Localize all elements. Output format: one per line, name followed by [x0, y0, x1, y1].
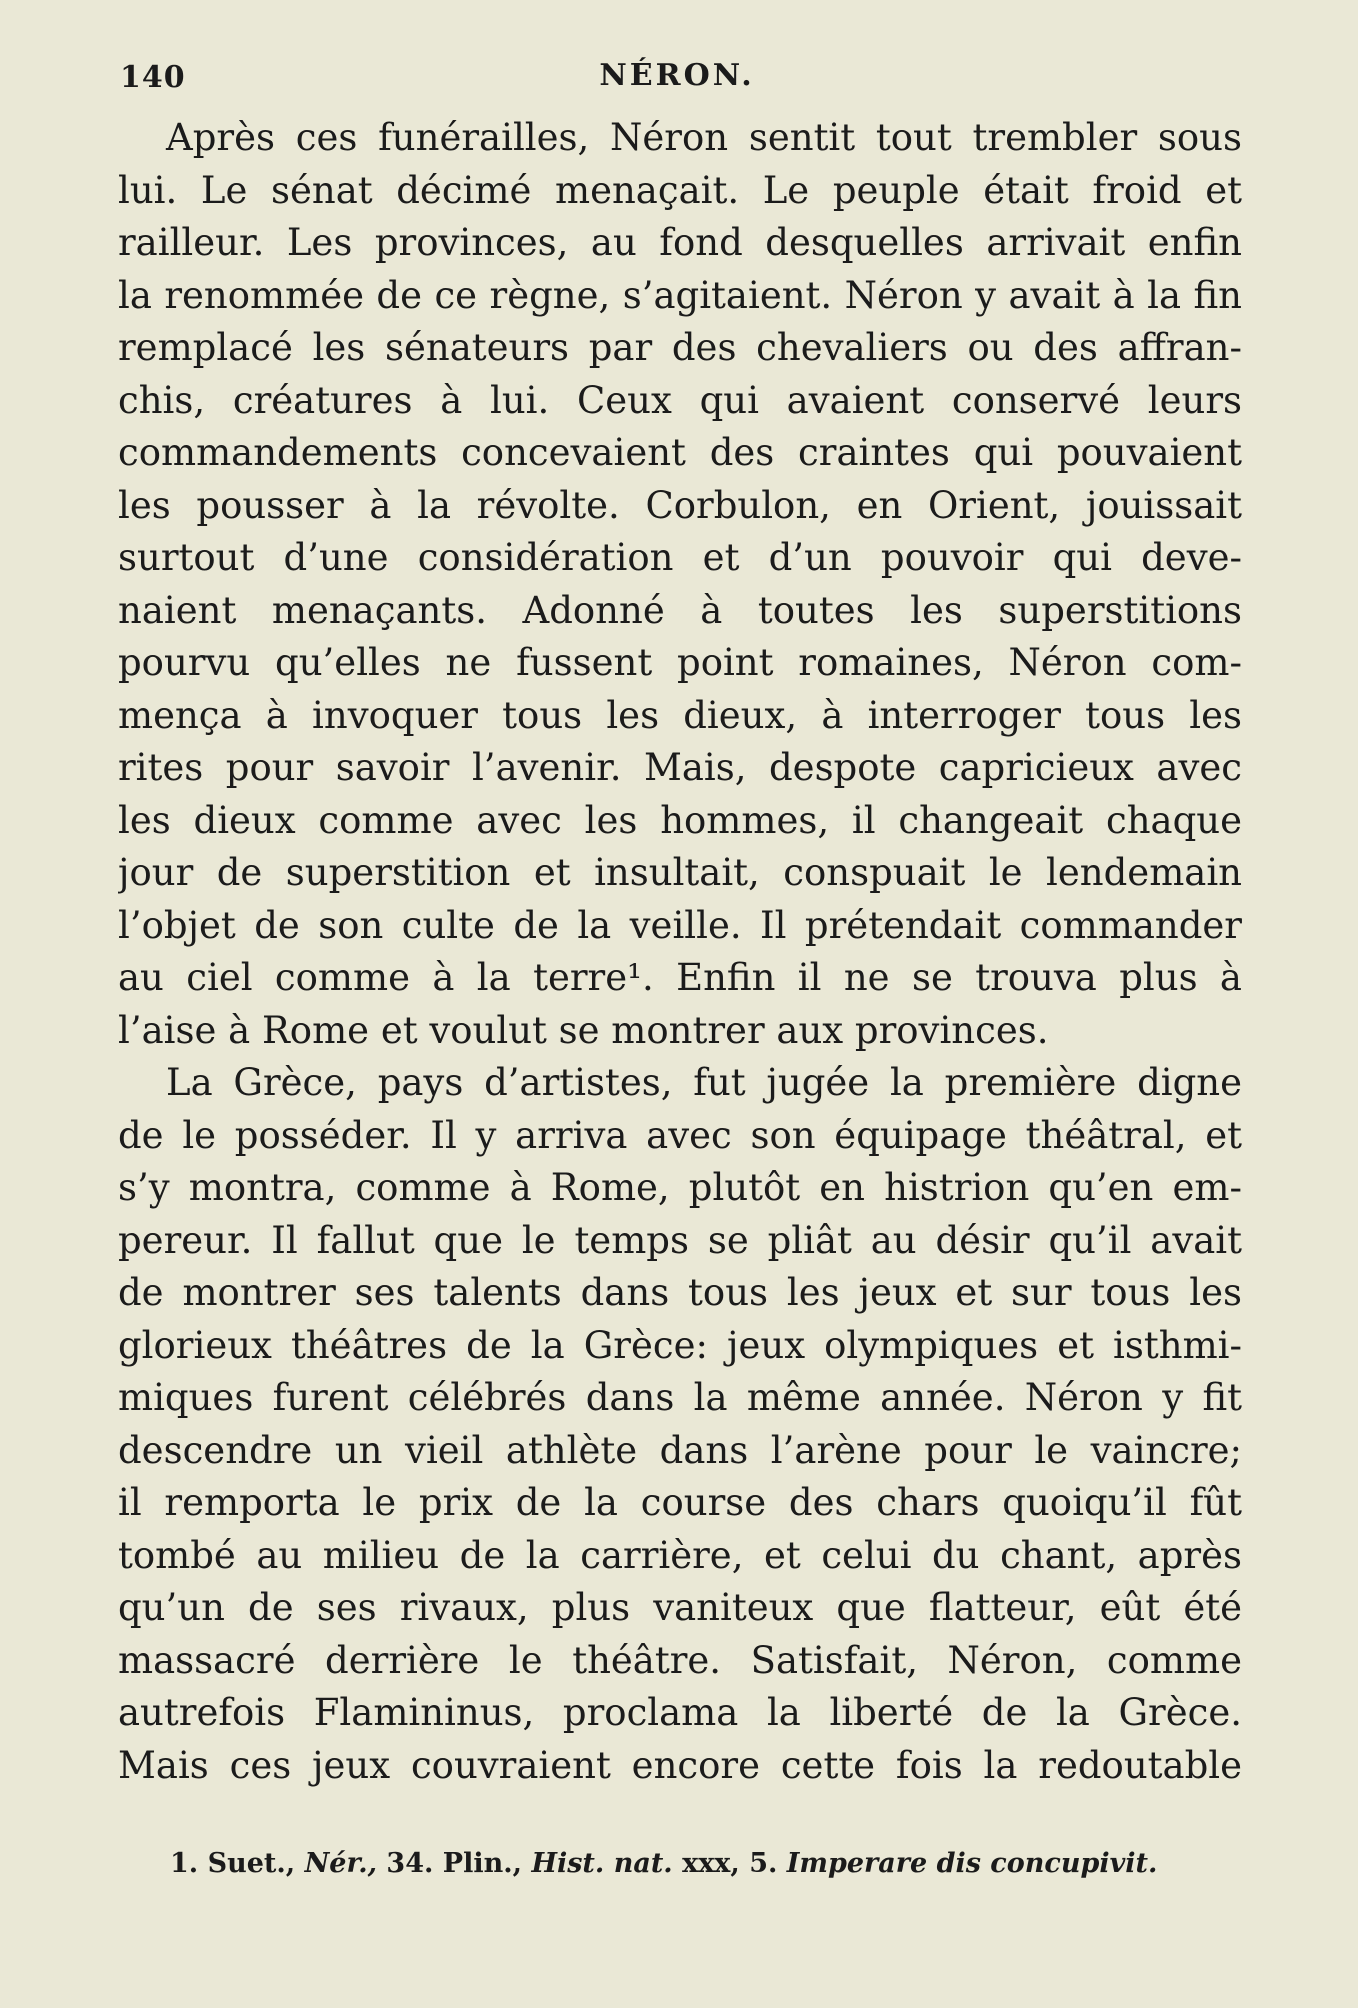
- text-line: mença à invoquer tous les dieux, à interroger tous les: [118, 693, 1242, 737]
- text-line: de montrer ses talents dans tous les jeux et sur tous les: [118, 1271, 1242, 1314]
- footnote-author: Suet.,: [207, 1848, 296, 1879]
- running-title: NÉRON.: [599, 58, 755, 93]
- footnote-work-title: Hist. nat.: [531, 1848, 673, 1879]
- text-line: commandements concevaient des craintes qui pouvaient: [118, 431, 1242, 474]
- text-line: tombé au milieu de la carrière, et celui du chant, après: [118, 1533, 1242, 1577]
- text-line: l’aise à Rome et voulut se montrer aux provinces.: [118, 1008, 1049, 1052]
- footnote-work-title: Nér.,: [304, 1848, 377, 1879]
- text-line: massacré derrière le théâtre. Satisfait, Néron, comme: [118, 1638, 1242, 1682]
- text-line: les dieux comme avec les hommes, il changeait chaque: [118, 798, 1242, 842]
- footnote-quote: Imperare dis concupivit.: [786, 1848, 1158, 1879]
- text-line: au ciel comme à la terre¹. Enfin il ne se trouva plus à: [118, 956, 1242, 999]
- text-line: qu’un de ses rivaux, plus vaniteux que flatteur, eût été: [118, 1586, 1242, 1629]
- text-line: surtout d’une considération et d’un pouvoir qui deve-: [118, 536, 1242, 579]
- text-line: Après ces funérailles, Néron sentit tout trembler sous: [166, 116, 1242, 159]
- footnote: [170, 1848, 1250, 1879]
- text-line: La Grèce, pays d’artistes, fut jugée la première digne: [166, 1061, 1242, 1104]
- text-line: miques furent célébrés dans la même année. Néron y fit: [118, 1376, 1242, 1419]
- text-line: chis, créatures à lui. Ceux qui avaient conservé leurs: [118, 378, 1242, 422]
- footnote-reference: 34.: [386, 1848, 434, 1879]
- page-number: 140: [120, 60, 186, 95]
- text-line: pourvu qu’elles ne fussent point romaines, Néron com-: [118, 641, 1242, 684]
- footnote-author: Plin.,: [442, 1848, 523, 1879]
- text-line: naient menaçants. Adonné à toutes les superstitions: [118, 588, 1242, 632]
- text-line: autrefois Flamininus, proclama la liberté de la Grèce.: [118, 1691, 1242, 1734]
- text-line: la renommée de ce règne, s’agitaient. Néron y avait à la fin: [118, 273, 1242, 317]
- text-line: Mais ces jeux couvraient encore cette fois la redoutable: [118, 1743, 1242, 1787]
- text-line: il remporta le prix de la course des chars quoiqu’il fût: [118, 1481, 1242, 1524]
- text-line: les pousser à la révolte. Corbulon, en Orient, jouissait: [118, 483, 1242, 527]
- footnote-marker: 1.: [170, 1848, 199, 1879]
- text-line: lui. Le sénat décimé menaçait. Le peuple était froid et: [118, 168, 1242, 212]
- text-line: railleur. Les provinces, au fond desquelles arrivait enfin: [118, 221, 1242, 264]
- text-line: rites pour savoir l’avenir. Mais, despote capricieux avec: [118, 746, 1242, 789]
- text-line: descendre un vieil athlète dans l’arène pour le vaincre;: [118, 1428, 1242, 1472]
- text-line: glorieux théâtres de la Grèce: jeux olympiques et isthmi-: [118, 1323, 1242, 1367]
- text-line: s’y montra, comme à Rome, plutôt en histrion qu’en em-: [118, 1166, 1242, 1209]
- text-line: pereur. Il fallut que le temps se pliât au désir qu’il avait: [118, 1218, 1242, 1262]
- text-line: l’objet de son culte de la veille. Il prétendait commander: [118, 903, 1242, 947]
- text-line: de le posséder. Il y arriva avec son équipage théâtral, et: [118, 1113, 1242, 1157]
- body-text: [118, 112, 1242, 1792]
- text-line: remplacé les sénateurs par des chevaliers ou des affran-: [118, 326, 1242, 369]
- running-head: [112, 56, 1242, 106]
- footnote-reference: xxx, 5.: [682, 1848, 778, 1879]
- text-line: jour de superstition et insultait, conspuait le lendemain: [118, 851, 1242, 894]
